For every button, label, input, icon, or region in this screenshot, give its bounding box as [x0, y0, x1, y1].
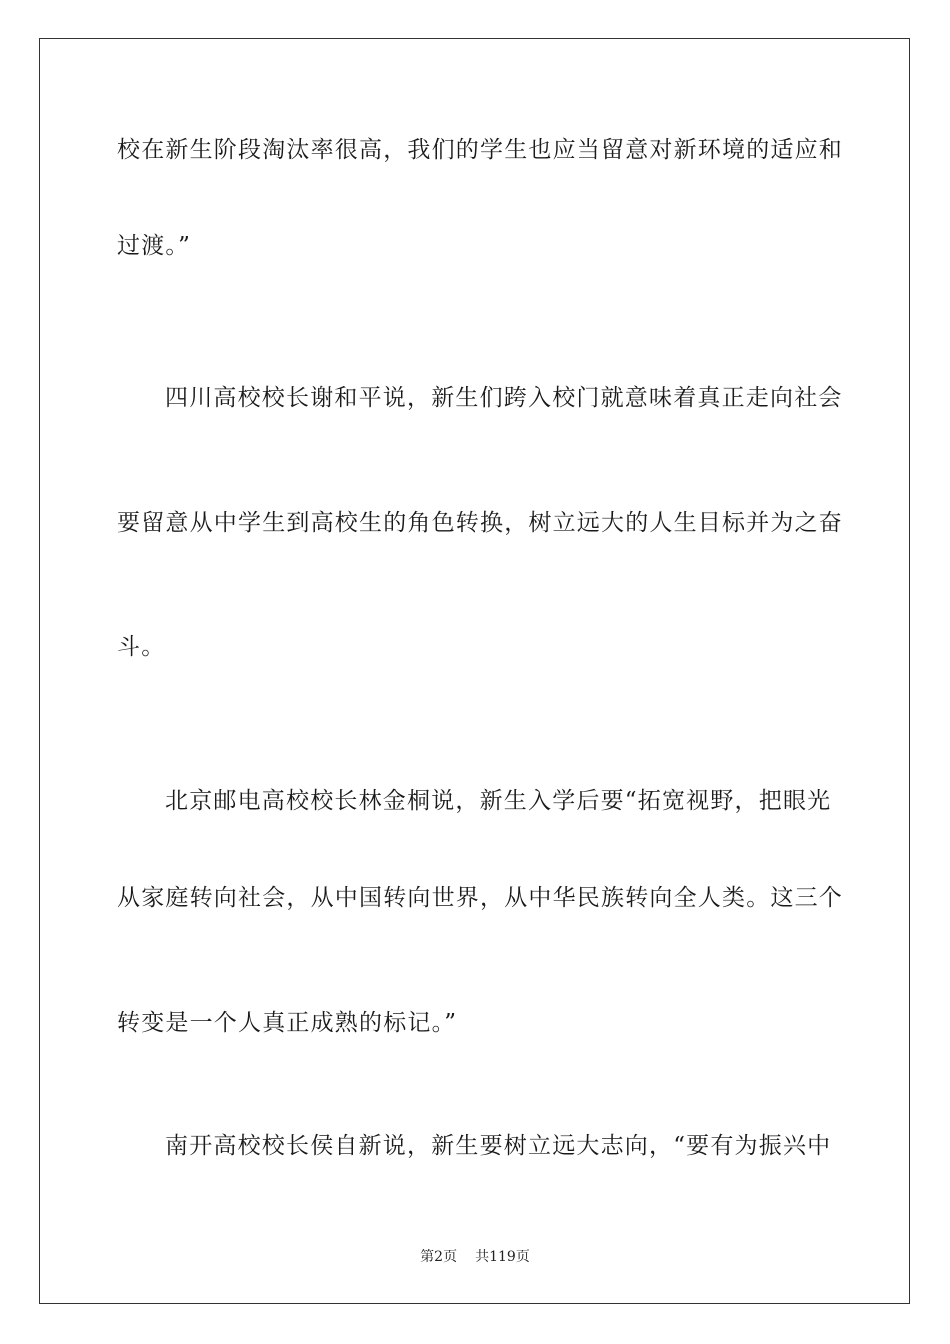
page-footer — [0, 1248, 950, 1266]
body-line-1: 校在新生阶段淘汰率很高，我们的学生也应当留意对新环境的适应和 — [117, 137, 843, 163]
body-line-4: 要留意从中学生到高校生的角色转换，树立远大的人生目标并为之奋 — [117, 510, 843, 536]
paragraph-start-nankai: 南开高校校长侯自新说，新生要树立远大志向，“要有为振兴中 — [165, 1133, 832, 1159]
page-total: 共119页 — [475, 1249, 530, 1265]
body-line-5: 斗。 — [117, 634, 166, 660]
page-border — [39, 38, 910, 1304]
paragraph-start-beijing: 北京邮电高校校长林金桐说，新生入学后要“拓宽视野，把眼光 — [165, 788, 832, 814]
body-line-8: 转变是一个人真正成熟的标记。” — [117, 1010, 458, 1036]
page-number: 第2页 — [420, 1249, 458, 1265]
body-line-2: 过渡。” — [117, 233, 192, 259]
body-line-7: 从家庭转向社会，从中国转向世界，从中华民族转向全人类。这三个 — [117, 885, 843, 911]
paragraph-start-sichuan: 四川高校校长谢和平说，新生们跨入校门就意味着真正走向社会 — [165, 385, 843, 411]
